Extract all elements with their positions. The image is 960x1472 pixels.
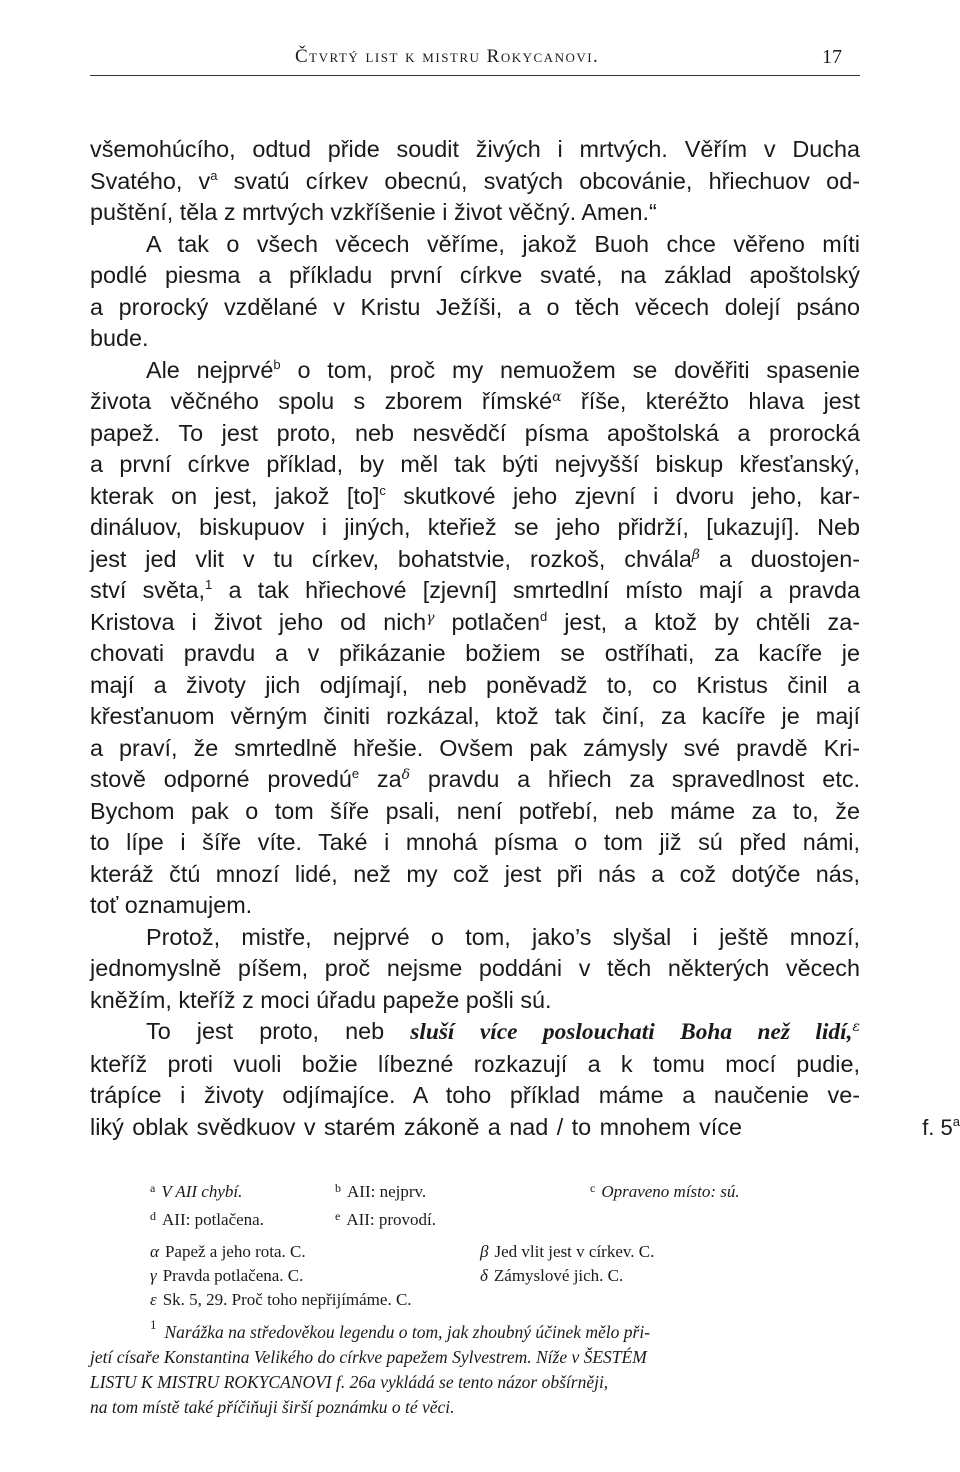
text-line: života věčného spolu s zborem římské$^\alpha$ říše, kteréžto hlava jest xyxy=(90,388,860,414)
footnote-line: LISTU K MISTRU ROKYCANOVI f. 26a vykládá se tento názor obšírněji, xyxy=(90,1372,609,1392)
text-line: To jest proto, neb sluší více poslouchati Boha než lidí,$^\varepsilon$ xyxy=(146,1018,860,1045)
footnote-line: jetí císaře Konstantina Velikého do církve papežem Sylvestrem. Níže v ŠESTÉM xyxy=(90,1347,647,1367)
footnote-mark: α xyxy=(552,389,562,405)
text-line: kteříž proti vuoli božie líbezné rozkazují a k tomu mocí pudie, xyxy=(90,1050,860,1077)
footnote-item: $^a$ V AII chybí. xyxy=(150,1181,243,1201)
body-text xyxy=(90,134,960,1143)
text-line: Ale nejprvé$^b$ o tom, proč my nemuožem se dověřiti spasenie xyxy=(146,356,860,383)
footnote-mark: δ xyxy=(401,767,411,783)
footnote-item: $^b$ AII: nejprv. xyxy=(335,1181,427,1201)
text-line: bude. xyxy=(90,325,149,351)
footnote-mark: b xyxy=(273,356,281,372)
text-line: jednomyslně píšem, proč nejsme poddáni v těch některých věcech xyxy=(90,955,860,981)
footnote-item: β Jed vlit jest v církev. C. xyxy=(480,1242,655,1261)
text-line: kněžím, kteříž z moci úřadu papeže pošli sú. xyxy=(90,986,552,1013)
text-line: A tak o všech věcech věříme, jakož Buoh chce věřeno míti xyxy=(146,230,860,257)
text-line: Bychom pak o tom šíře psali, není potřebí, neb máme za to, že xyxy=(90,797,860,824)
text-line: kterak on jest, jakož [to]$^c$ skutkové jeho zjevní i dvoru jeho, kar- xyxy=(90,482,861,509)
text-line: a první církve příklad, by měl tak býti nejvyšší biskup křesťanský, xyxy=(90,451,860,477)
text-line: puštění, těla z mrtvých vzkříšenie i život věčný. Amen.“ xyxy=(90,199,657,225)
text-line: kteráž čtú mnozí lidé, než my což jest při nás a což dotýče nás, xyxy=(90,860,860,887)
text-line: dináluov, biskupuov i jiných, kteřiež se jeho přidrží, [ukazují]. Neb xyxy=(90,514,860,540)
explanatory-footnote xyxy=(90,1317,862,1420)
footnote-mark: γ xyxy=(426,609,435,626)
text-line: všemohúcího, odtud přide soudit živých i mrtvých. Věřím v Ducha xyxy=(90,136,860,162)
footnote-row xyxy=(150,1176,870,1204)
scripture-quote: sluší více poslouchati Boha než lidí, xyxy=(410,1019,853,1045)
footnote-row xyxy=(150,1264,870,1288)
footnote-item: $^d$ AII: potlačena. xyxy=(150,1209,264,1229)
text-line: podlé piesma a příkladu první církve svaté, na základ apoštolský xyxy=(90,262,860,288)
text-line: jest jed vlit v tu církev, bohatstvie, rozkoš, chvála$^\beta$ a duostojen- xyxy=(90,545,860,572)
margin-folio-ref: f. 5$^a$ xyxy=(922,1113,960,1140)
text-line: a prorocký vzdělané v Kristu Ježíši, a o těch věcech dolejí psáno xyxy=(90,293,860,320)
footnote-row xyxy=(150,1240,870,1264)
text-line: stově odporné provedú$^e$ $za^\delta$ pravdu a hřiech za spravedlnost etc. xyxy=(90,766,861,792)
footnote-item: δ Zámyslové jich. C. xyxy=(480,1266,624,1285)
text-line: křesťanuom věrným činiti rozkázal, ktož tak činí, za kacíře je mají xyxy=(90,703,860,729)
footnote-line: $^1$ Narážka na středověkou legendu o tom, jak zhoubný účinek mělo při- xyxy=(150,1317,651,1342)
footnote-mark: d xyxy=(539,608,548,624)
footnote-mark: 1 xyxy=(205,577,213,592)
text-line: mají a životy jich odjímají, neb poněvadž to, co Kristus činil a xyxy=(90,671,860,698)
footnote-mark: c xyxy=(379,482,386,498)
footnote-mark: β xyxy=(691,546,700,563)
footnote-item: γ Pravda potlačena. C. xyxy=(150,1266,304,1285)
footnote-mark: a xyxy=(210,167,218,183)
text-line: ství světa,$^1$ a tak hřiechové [zjevní] smrtedlní místo mají a pravda xyxy=(90,577,860,603)
text-line: a praví, že smrtedlně hřešie. Ovšem pak zámysly své pravdě Kri- xyxy=(90,734,860,761)
text-line: to lípe i šíře víte. Také i mnohá písma o tom již sú před námi, xyxy=(90,829,860,855)
footnote-line: na tom místě také příčiňuji širší poznámku o té věci. xyxy=(90,1397,455,1417)
footnote-item: ε Sk. 5, 29. Proč toho nepřijímáme. C. xyxy=(150,1290,412,1309)
text-line: Kristova i život jeho od nich$^\gamma$ potlačen$^d$ jest, a ktož by chtěli za- xyxy=(90,608,860,635)
page-number: 17 xyxy=(822,46,842,68)
text-line: liký oblak svědkuov v starém zákoně a nad / to mnohem více f. 5$^a$ xyxy=(90,1112,860,1144)
header-rule xyxy=(90,75,860,76)
text-line: papež. To jest proto, neb nesvědčí písma apoštolská a prorocká xyxy=(90,419,860,446)
footnote-row xyxy=(150,1288,870,1312)
footnote-row xyxy=(150,1204,870,1232)
page-header xyxy=(90,40,860,76)
running-title: Čtvrtý list k mistru Rokycanovi. xyxy=(295,46,600,67)
text-line: Svatého, $v^a$ svatú církev obecnú, svatých obcovánie, hřiechuov od- xyxy=(90,167,860,194)
text-line: trápíce i životy odjímajíce. A toho příklad máme a naučenie ve- xyxy=(90,1082,860,1108)
footnote-item: α Papež a jeho rota. C. xyxy=(150,1242,306,1261)
text-line: chovati pravdu a v přikázanie božiem se ostříhati, za kacíře je xyxy=(90,640,860,666)
apparatus-footnotes xyxy=(150,1176,870,1312)
footnote-item: $^e$ AII: provodí. xyxy=(335,1209,437,1229)
footnote-mark: e xyxy=(351,766,360,781)
text-line: Protož, mistře, nejprvé o tom, jako’s slyšal i ještě mnozí, xyxy=(146,923,860,950)
footnote-item: $^c$ Opraveno místo: sú. xyxy=(590,1181,740,1201)
text-line: toť oznamujem. xyxy=(90,892,253,918)
footnote-mark: ε xyxy=(852,1019,860,1035)
